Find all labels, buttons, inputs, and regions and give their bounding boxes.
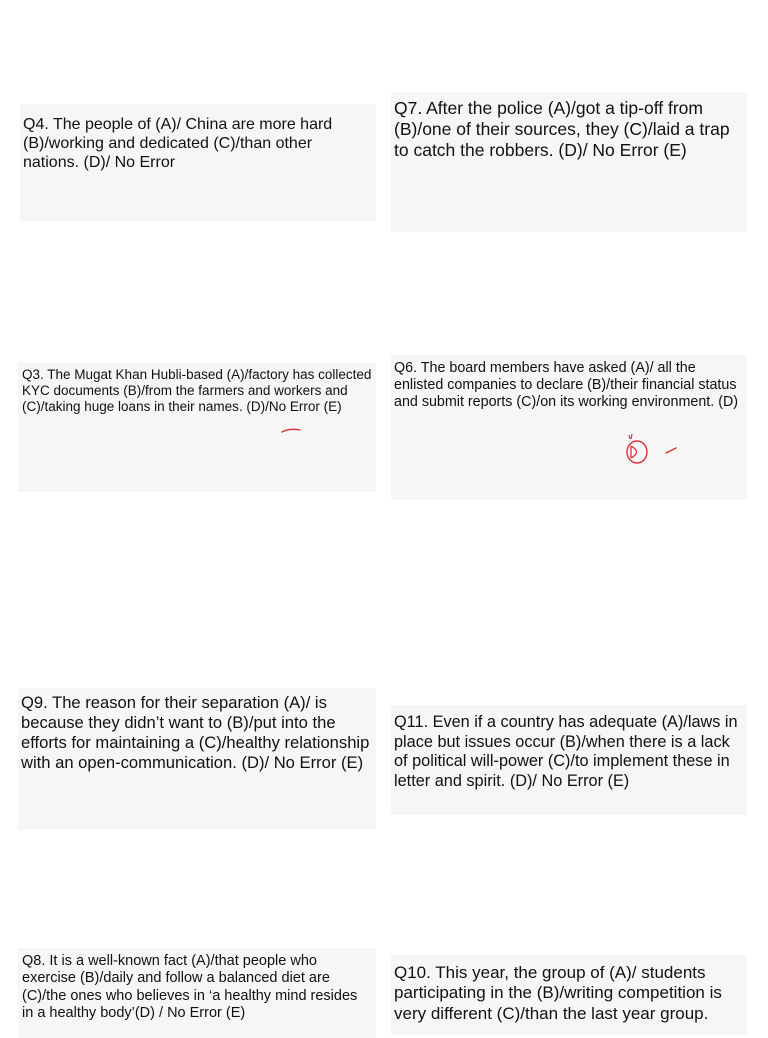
question-text-q7: Q7. After the police (A)/got a tip-off from (B)/one of their sources, they (C)/laid a trap to catch the robbers. (D)/ No Error (E) bbox=[394, 98, 730, 160]
question-card-q7 bbox=[391, 92, 747, 232]
question-text-q9: Q9. The reason for their separation (A)/ is because they didn’t want to (B)/put into the efforts for maintaining a (C)/healthy relationship with an open-communication. (D)/ No Error (E) bbox=[21, 693, 370, 772]
question-card-q4 bbox=[20, 104, 376, 222]
question-card-q11 bbox=[391, 705, 747, 815]
question-text-q8: Q8. It is a well-known fact (A)/that people who exercise (B)/daily and follow a balanced diet are (C)/the ones who believes in ‘a healthy mind resides in a healthy body’(D) / No Error (E) bbox=[22, 953, 358, 1022]
question-card-q9 bbox=[18, 688, 376, 830]
question-card-q3 bbox=[18, 362, 376, 492]
question-text-q10: Q10. This year, the group of (A)/ students participating in the (B)/writing competition is very different (C)/than the last year group. bbox=[394, 963, 722, 1023]
question-text-q4: Q4. The people of (A)/ China are more hard (B)/working and dedicated (C)/than other nations. (D)/ No Error bbox=[23, 116, 333, 172]
question-text-q6: Q6. The board members have asked (A)/ all the enlisted companies to declare (B)/their financial status and submit reports (C)/on its working environment. (D) bbox=[394, 360, 739, 411]
question-text-q3: Q3. The Mugat Khan Hubli-based (A)/factory has collected KYC documents (B)/from the farmers and workers and (C)/taking huge loans in their names. (D)/No Error (E) bbox=[22, 367, 372, 415]
question-card-q10 bbox=[391, 955, 747, 1035]
circled-answer-mark bbox=[620, 430, 684, 470]
question-text-q11: Q11. Even if a country has adequate (A)/laws in place but issues occur (B)/when there is a lack of political will-power (C)/to implement these in letter and spirit. (D)/ No Error (E) bbox=[394, 713, 738, 790]
question-card-q6 bbox=[391, 355, 747, 500]
question-card-q8 bbox=[18, 948, 376, 1038]
ink-dash-mark bbox=[280, 424, 304, 436]
